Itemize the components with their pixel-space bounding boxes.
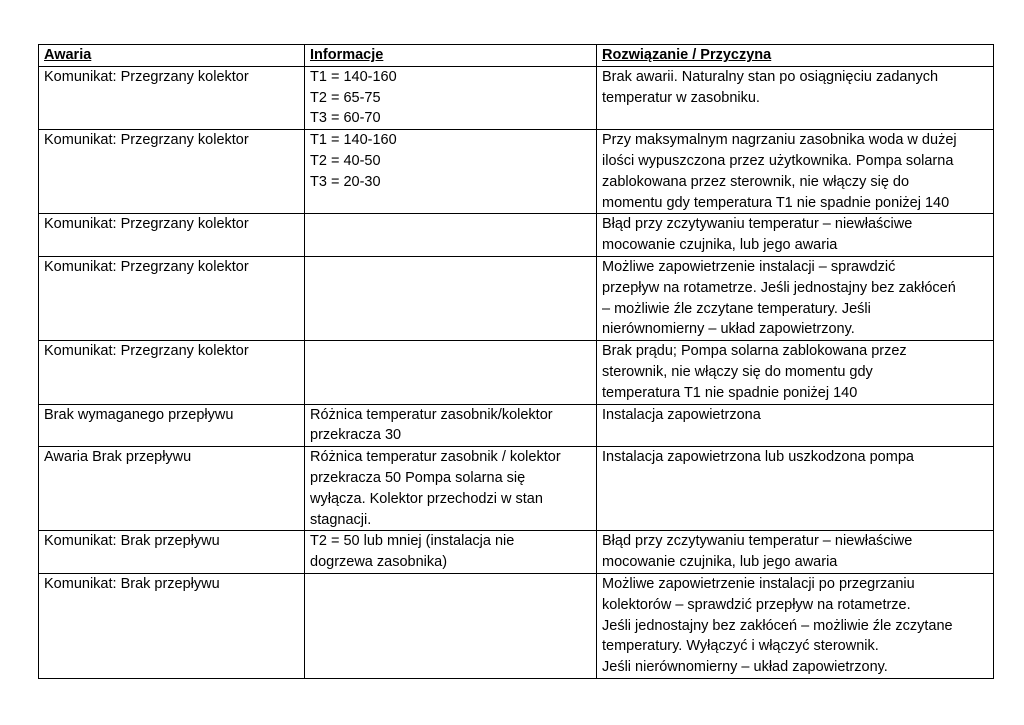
cell-awaria	[39, 214, 305, 257]
cell-rozwiazanie	[597, 130, 994, 214]
cell-awaria	[39, 404, 305, 447]
cell-informacje	[305, 214, 597, 257]
cell-text-line: przekracza 50 Pompa solarna się	[310, 469, 526, 486]
table-row	[39, 404, 994, 447]
cell-text-line: Instalacja zapowietrzona	[602, 406, 761, 423]
header-rozwiazanie: Rozwiązanie / Przyczyna	[597, 45, 994, 67]
cell-text-line: przekracza 30	[310, 427, 402, 444]
cell-text-line: sterownik, nie włączy się do momentu gdy	[602, 363, 873, 380]
cell-text-line: Możliwe zapowietrzenie instalacji – sprawdzić	[602, 258, 896, 275]
cell-text-line: Komunikat: Brak przepływu	[44, 575, 220, 592]
cell-rozwiazanie	[597, 573, 994, 678]
cell-text-line: Przy maksymalnym nagrzaniu zasobnika woda w dużej	[602, 132, 957, 149]
cell-informacje	[305, 66, 597, 129]
header-awaria: Awaria	[39, 45, 305, 67]
cell-text-line: Komunikat: Przegrzany kolektor	[44, 132, 249, 149]
cell-text-line: Brak wymaganego przepływu	[44, 406, 234, 423]
cell-informacje	[305, 341, 597, 404]
cell-awaria	[39, 573, 305, 678]
cell-text-line: ilości wypuszczona przez użytkownika. Pompa solarna	[602, 152, 954, 169]
table-row	[39, 130, 994, 214]
cell-text-line: Awaria Brak przepływu	[44, 449, 192, 466]
cell-text-line: T2 = 50 lub mniej (instalacja nie	[310, 533, 515, 550]
fault-table	[38, 44, 994, 679]
cell-awaria	[39, 531, 305, 574]
cell-rozwiazanie	[597, 447, 994, 531]
cell-text-line: Komunikat: Przegrzany kolektor	[44, 216, 249, 233]
table-row	[39, 256, 994, 340]
table-row	[39, 573, 994, 678]
cell-text-line: T3 = 60-70	[310, 110, 381, 127]
cell-text-line: T1 = 140-160	[310, 132, 397, 149]
cell-text-line: Brak prądu; Pompa solarna zablokowana przez	[602, 343, 907, 360]
cell-awaria	[39, 66, 305, 129]
cell-awaria	[39, 256, 305, 340]
cell-text-line: przepływ na rotametrze. Jeśli jednostajny bez zakłóceń	[602, 279, 956, 296]
cell-text-line: Różnica temperatur zasobnik/kolektor	[310, 406, 553, 423]
cell-text-line: Komunikat: Przegrzany kolektor	[44, 343, 249, 360]
cell-text-line: Różnica temperatur zasobnik / kolektor	[310, 449, 561, 466]
cell-informacje	[305, 573, 597, 678]
cell-awaria	[39, 447, 305, 531]
cell-text-line: Komunikat: Brak przepływu	[44, 533, 220, 550]
cell-text-line: T2 = 40-50	[310, 152, 381, 169]
cell-text-line: mocowanie czujnika, lub jego awaria	[602, 237, 838, 254]
cell-text-line: momentu gdy temperatura T1 nie spadnie poniżej 140	[602, 194, 950, 211]
cell-rozwiazanie	[597, 256, 994, 340]
cell-text-line: T1 = 140-160	[310, 68, 397, 85]
cell-text-line: Komunikat: Przegrzany kolektor	[44, 68, 249, 85]
cell-text-line: Jeśli nierównomierny – układ zapowietrzony.	[602, 659, 888, 676]
cell-text-line: temperatur w zasobniku.	[602, 89, 760, 106]
table-header-row	[39, 45, 994, 67]
cell-rozwiazanie	[597, 531, 994, 574]
cell-rozwiazanie	[597, 404, 994, 447]
cell-informacje	[305, 447, 597, 531]
table-row	[39, 66, 994, 129]
cell-text-line: Błąd przy zczytywaniu temperatur – niewłaściwe	[602, 216, 913, 233]
cell-text-line: Komunikat: Przegrzany kolektor	[44, 258, 249, 275]
header-informacje: Informacje	[305, 45, 597, 67]
cell-text-line: Jeśli jednostajny bez zakłóceń – możliwie źle zczytane	[602, 617, 953, 634]
cell-awaria	[39, 130, 305, 214]
cell-text-line: Możliwe zapowietrzenie instalacji po przegrzaniu	[602, 575, 915, 592]
cell-informacje	[305, 130, 597, 214]
cell-rozwiazanie	[597, 214, 994, 257]
cell-text-line: Błąd przy zczytywaniu temperatur – niewłaściwe	[602, 533, 913, 550]
cell-text-line: temperatury. Wyłączyć i włączyć sterownik.	[602, 638, 879, 655]
cell-rozwiazanie	[597, 66, 994, 129]
cell-text-line: dogrzewa zasobnika)	[310, 554, 448, 571]
cell-awaria	[39, 341, 305, 404]
cell-text-line: Brak awarii. Naturalny stan po osiągnięciu zadanych	[602, 68, 939, 85]
cell-text-line: T2 = 65-75	[310, 89, 381, 106]
table-row	[39, 531, 994, 574]
cell-text-line: T3 = 20-30	[310, 173, 381, 190]
cell-text-line: stagnacji.	[310, 511, 372, 528]
cell-informacje	[305, 404, 597, 447]
cell-text-line: Instalacja zapowietrzona lub uszkodzona pompa	[602, 449, 914, 466]
cell-text-line: kolektorów – sprawdzić przepływ na rotametrze.	[602, 596, 911, 613]
cell-informacje	[305, 256, 597, 340]
cell-text-line: nierównomierny – układ zapowietrzony.	[602, 321, 855, 338]
cell-rozwiazanie	[597, 341, 994, 404]
cell-informacje	[305, 531, 597, 574]
table-row	[39, 341, 994, 404]
table-row	[39, 447, 994, 531]
table-row	[39, 214, 994, 257]
cell-text-line: wyłącza. Kolektor przechodzi w stan	[310, 490, 543, 507]
cell-text-line: mocowanie czujnika, lub jego awaria	[602, 554, 838, 571]
cell-text-line: – możliwie źle zczytane temperatury. Jeśli	[602, 300, 871, 317]
cell-text-line: temperatura T1 nie spadnie poniżej 140	[602, 384, 858, 401]
cell-text-line: zablokowana przez sterownik, nie włączy się do	[602, 173, 910, 190]
